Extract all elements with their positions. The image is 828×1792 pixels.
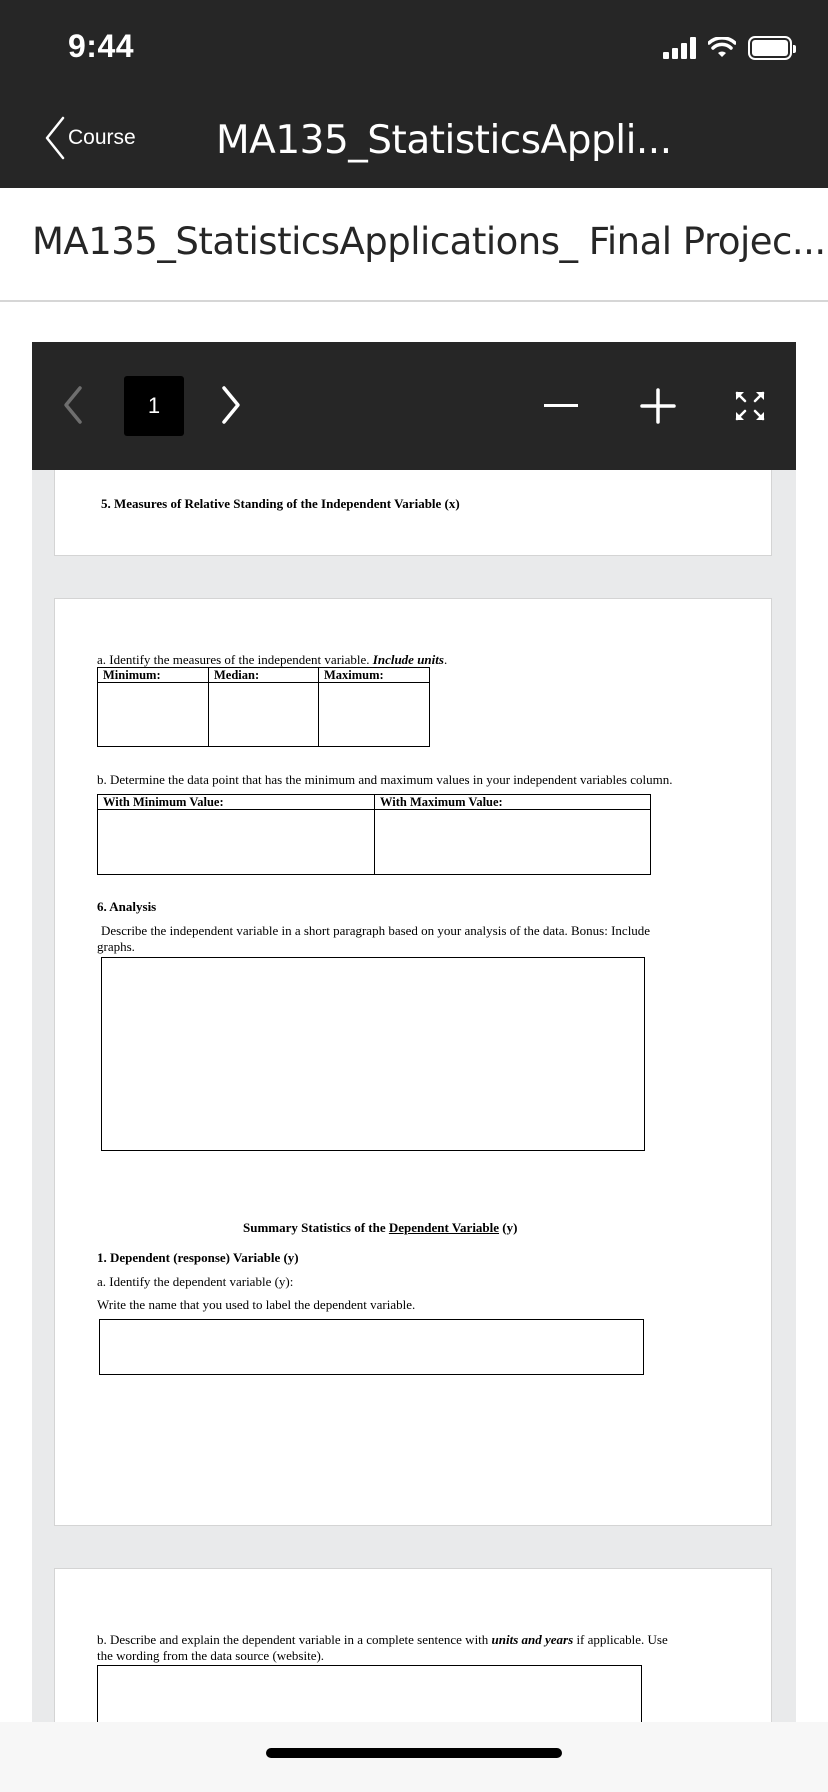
nav-title: MA135_StatisticsAppli... <box>216 118 672 163</box>
document-viewer[interactable] <box>32 342 796 1722</box>
section-heading: 5. Measures of Relative Standing of the Independent Variable (x) <box>101 496 460 511</box>
zoom-in-button[interactable] <box>638 386 678 426</box>
maximum-header: Maximum: <box>324 668 384 682</box>
minimum-header: Minimum: <box>103 668 161 682</box>
dependent-name-answer-box[interactable] <box>99 1319 644 1375</box>
viewer-toolbar <box>32 342 796 470</box>
dependent-b-prompt-line-2: the wording from the data source (website). <box>97 1648 325 1663</box>
summary-heading: Summary Statistics of the Dependent Variable (y) <box>243 1220 518 1235</box>
max-value-header: With Maximum Value: <box>380 795 503 809</box>
dependent-b-prompt-line-1: b. Describe and explain the dependent variable in a complete sentence with units and years if applicable. Use <box>97 1632 668 1647</box>
analysis-answer-box[interactable] <box>101 957 645 1151</box>
data-point-table <box>97 794 651 875</box>
back-label: Course <box>68 126 136 149</box>
document-page <box>54 598 772 1526</box>
previous-page-button[interactable] <box>58 382 88 428</box>
dependent-a-prompt: a. Identify the dependent variable (y): <box>97 1274 294 1289</box>
fullscreen-icon[interactable] <box>732 388 768 424</box>
dependent-description-answer-box[interactable] <box>97 1665 642 1722</box>
question-a-prompt: a. Identify the measures of the independent variable. Include units. <box>97 652 448 667</box>
dependent-a-hint: Write the name that you used to label the dependent variable. <box>97 1297 416 1312</box>
dependent-heading: 1. Dependent (response) Variable (y) <box>97 1250 299 1265</box>
divider <box>0 300 828 302</box>
min-value-header: With Minimum Value: <box>103 795 224 809</box>
median-header: Median: <box>214 668 260 682</box>
cellular-signal-icon <box>663 37 696 59</box>
analysis-prompt-line-1: Describe the independent variable in a short paragraph based on your analysis of the data. Bonus: Include <box>101 923 651 938</box>
wifi-icon <box>708 37 736 59</box>
status-icons <box>663 36 792 60</box>
chevron-left-icon <box>44 116 66 160</box>
top-bar <box>0 0 828 188</box>
analysis-prompt-line-2: graphs. <box>97 939 135 954</box>
battery-icon <box>748 36 792 60</box>
back-button[interactable] <box>44 116 136 160</box>
home-indicator[interactable] <box>266 1748 562 1758</box>
measures-table <box>97 667 430 747</box>
question-b-prompt: b. Determine the data point that has the minimum and maximum values in your independent variables column. <box>97 772 673 787</box>
next-page-button[interactable] <box>216 382 246 428</box>
zoom-out-button[interactable] <box>544 404 578 407</box>
status-time: 9:44 <box>68 28 135 64</box>
document-title: MA135_StatisticsApplications_ Final Projec... <box>32 220 826 263</box>
document-page <box>54 1568 772 1722</box>
page-number-field[interactable]: 1 <box>124 376 184 436</box>
analysis-heading: 6. Analysis <box>97 899 157 914</box>
